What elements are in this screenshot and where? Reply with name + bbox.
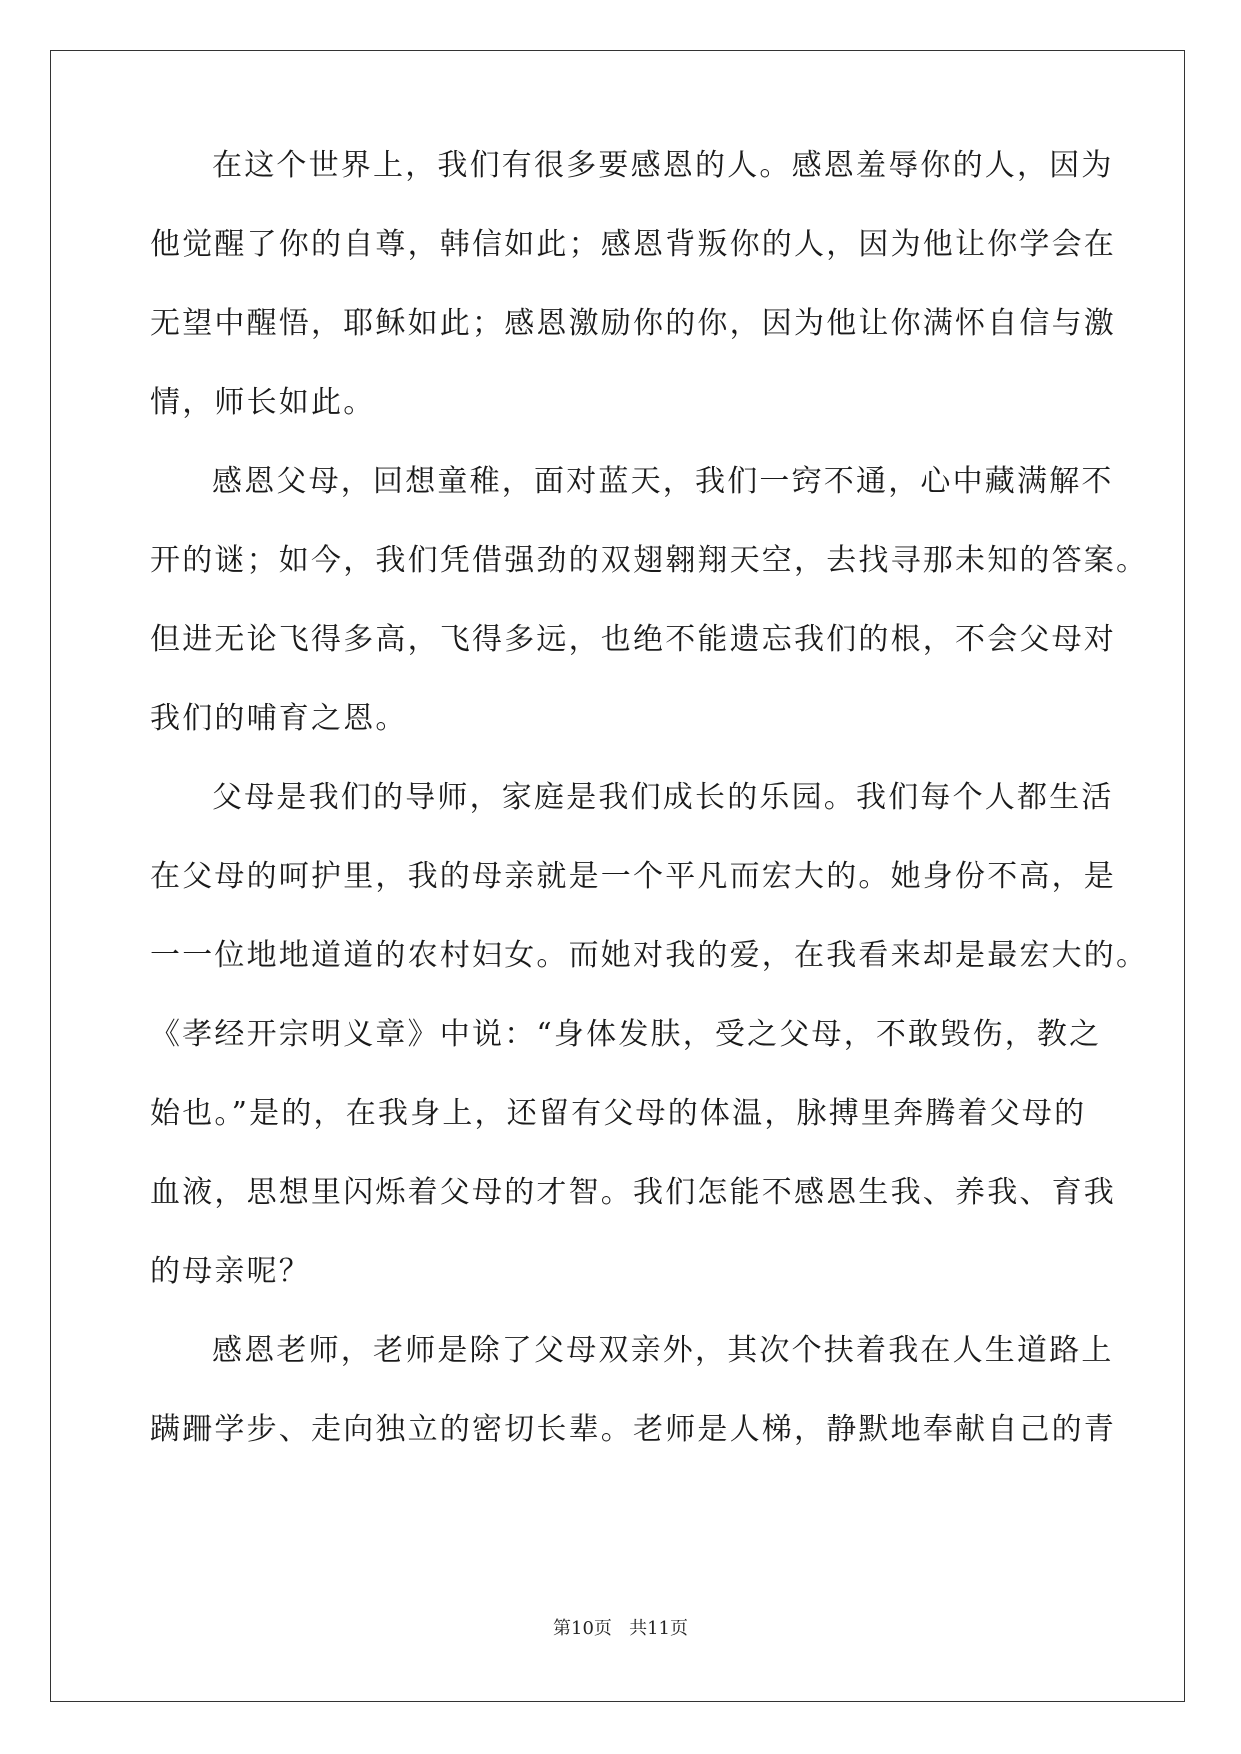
paragraph-3-line-1: 父母是我们的导师，家庭是我们成长的乐园。我们每个人都生活 (212, 780, 1114, 815)
paragraph-3-line-3: 一一位地地道道的农村妇女。而她对我的爱，在我看来却是最宏大的。 (150, 938, 1149, 973)
paragraph-4-line-2: 蹒跚学步、走向独立的密切长辈。老师是人梯，静默地奉献自己的青 (150, 1412, 1116, 1447)
paragraph-3-line-6: 血液，思想里闪烁着父母的才智。我们怎能不感恩生我、养我、育我 (150, 1175, 1116, 1210)
paragraph-2-line-2: 开的谜；如今，我们凭借强劲的双翅翱翔天空，去找寻那未知的答案。 (150, 543, 1149, 578)
paragraph-3-line-2: 在父母的呵护里，我的母亲就是一个平凡而宏大的。她身份不高，是 (150, 859, 1116, 894)
paragraph-4-line-1: 感恩老师，老师是除了父母双亲外，其次个扶着我在人生道路上 (212, 1333, 1114, 1368)
paragraph-2-line-4: 我们的哺育之恩。 (150, 701, 408, 736)
paragraph-1-line-4: 情，师长如此。 (150, 385, 376, 420)
paragraph-1-line-3: 无望中醒悟，耶稣如此；感恩激励你的你，因为他让你满怀自信与激 (150, 306, 1116, 341)
paragraph-2-line-3: 但进无论飞得多高，飞得多远，也绝不能遗忘我们的根，不会父母对 (150, 622, 1116, 657)
paragraph-1-line-1: 在这个世界上，我们有很多要感恩的人。感恩羞辱你的人，因为 (212, 148, 1114, 183)
page-number-footer: 第10页 共11页 (553, 1618, 688, 1639)
paragraph-3-line-4: 《孝经开宗明义章》中说：“身体发肤，受之父母，不敢毁伤，教之 (150, 1017, 1102, 1052)
paragraph-3-line-5: 始也。”是的，在我身上，还留有父母的体温，脉搏里奔腾着父母的 (150, 1096, 1087, 1131)
paragraph-3-line-7: 的母亲呢？ (150, 1254, 311, 1289)
paragraph-1-line-2: 他觉醒了你的自尊，韩信如此；感恩背叛你的人，因为他让你学会在 (150, 227, 1116, 262)
paragraph-2-line-1: 感恩父母，回想童稚，面对蓝天，我们一窍不通，心中藏满解不 (212, 464, 1114, 499)
